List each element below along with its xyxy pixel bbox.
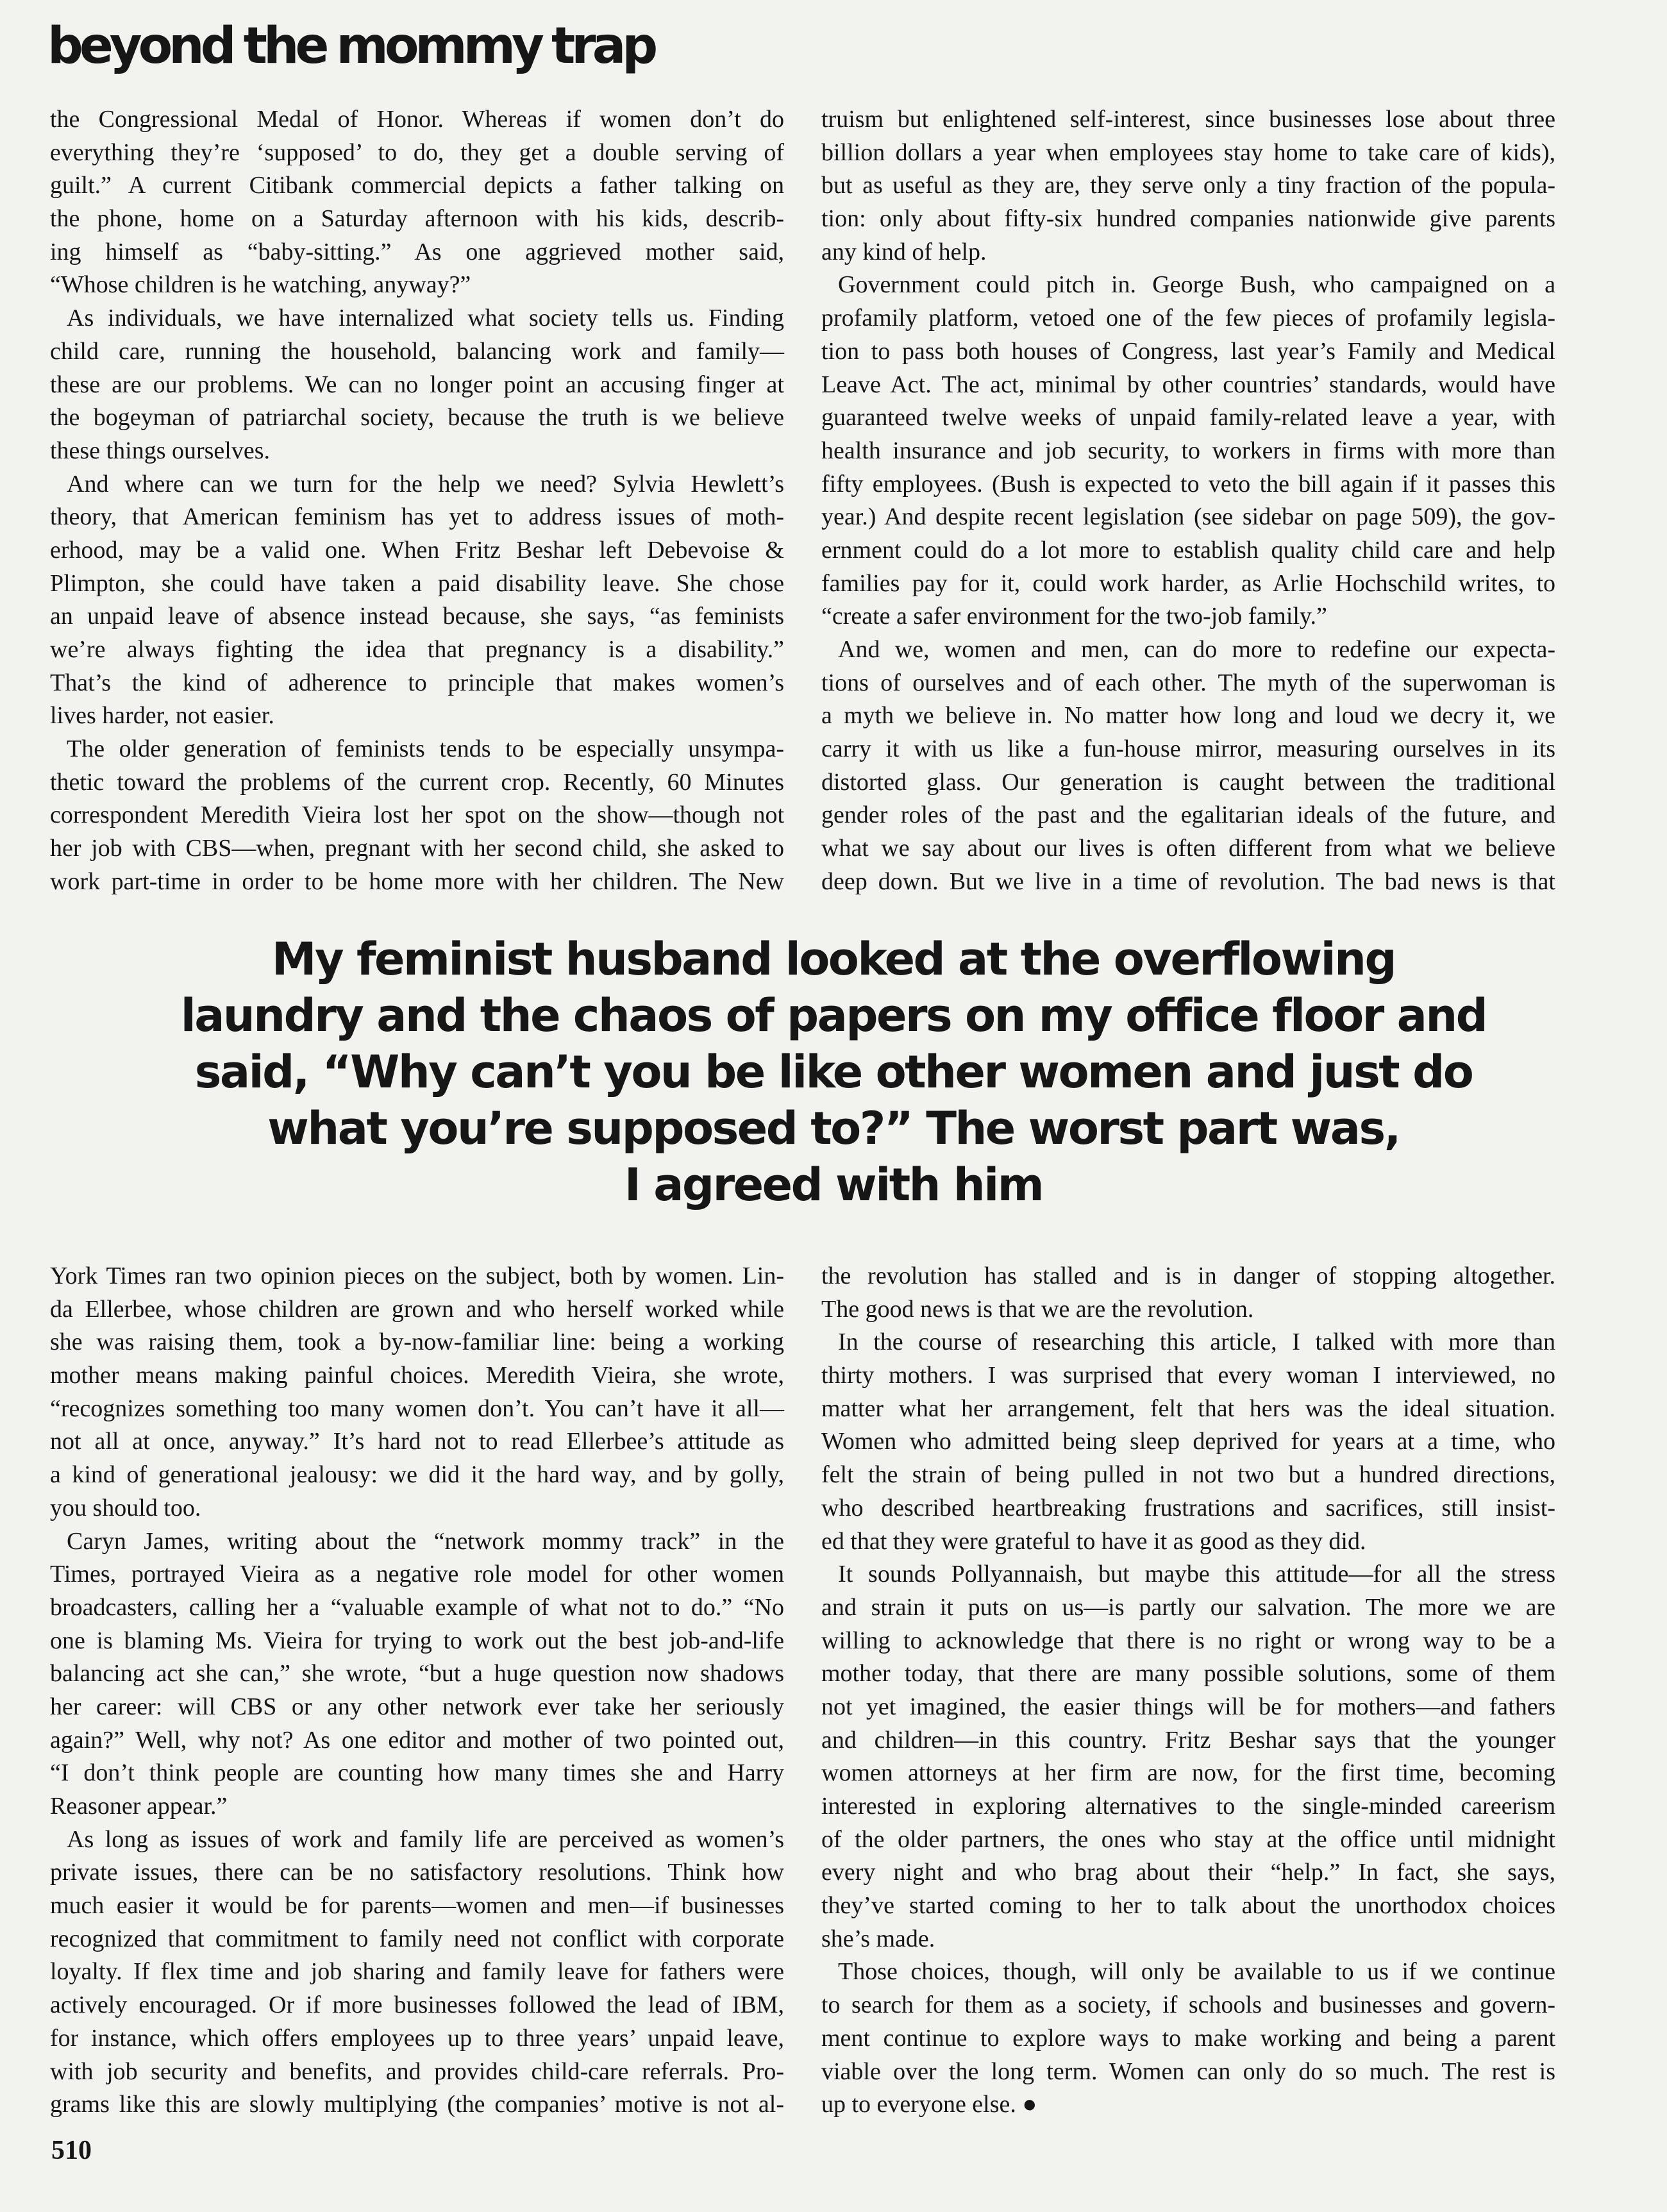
text-line <box>821 1393 1555 1426</box>
text-line-content: Leave Act. The act, minimal by other countries’ standards, would have <box>821 371 1555 398</box>
text-line <box>821 799 1555 832</box>
text-line-content: balancing act she can,” she wrote, “but a huge question now shadows <box>50 1660 784 1688</box>
text-line <box>50 1425 784 1459</box>
text-line-content: deep down. But we live in a time of revolution. The bad news is that <box>821 867 1555 895</box>
text-line <box>50 335 784 369</box>
paragraph <box>50 733 784 898</box>
text-line <box>821 733 1555 766</box>
text-line <box>50 832 784 866</box>
text-line <box>50 1856 784 1889</box>
text-line <box>50 1492 784 1525</box>
text-line-content: thirty mothers. I was surprised that every woman I interviewed, no <box>821 1362 1555 1389</box>
text-line-content: the revolution has stalled and is in danger of stopping altogether. <box>821 1262 1555 1289</box>
text-line <box>50 103 784 137</box>
text-line <box>821 1856 1555 1889</box>
text-line <box>50 667 784 700</box>
text-line <box>50 1757 784 1790</box>
text-line-content: guaranteed twelve weeks of unpaid family-related leave a year, with <box>821 404 1555 432</box>
column-bottom-left <box>50 1260 784 2122</box>
paragraph <box>821 103 1555 269</box>
text-line <box>50 468 784 501</box>
paragraph <box>821 1956 1555 2121</box>
text-line-content: health insurance and job security, to workers in firms with more than <box>821 437 1555 464</box>
text-line-content: viable over the long term. Women can only do so much. The rest is <box>821 2057 1555 2085</box>
text-line <box>821 501 1555 534</box>
text-line <box>50 1625 784 1658</box>
text-line-content: her career: will CBS or any other network ever take her seriously <box>50 1693 784 1720</box>
text-line-content: ment continue to explore ways to make working and being a parent <box>821 2024 1555 2052</box>
text-line <box>50 236 784 269</box>
text-line-content: an unpaid leave of absence instead because, she says, “as feminists <box>50 603 784 630</box>
text-line-content: York Times ran two opinion pieces on the subject, both by women. Lin- <box>50 1262 784 1289</box>
text-line-content: who described heartbreaking frustrations and sacrifices, still insist- <box>821 1494 1555 1521</box>
text-line <box>50 1823 784 1857</box>
text-line <box>50 401 784 435</box>
text-line <box>50 567 784 601</box>
text-line <box>821 401 1555 435</box>
text-line <box>821 103 1555 137</box>
text-line-content: these things ourselves. <box>50 437 271 464</box>
pull-quote-line: what you’re supposed to?” The worst part was, <box>267 1102 1400 1155</box>
text-line <box>821 766 1555 800</box>
paragraph <box>821 1558 1555 1956</box>
text-line <box>50 866 784 899</box>
text-line <box>50 600 784 633</box>
text-line-content: she was raising them, took a by-now-familiar line: being a working <box>50 1328 784 1356</box>
paragraph <box>821 633 1555 899</box>
text-line-content: child care, running the household, balancing work and family— <box>50 337 784 365</box>
text-line-content: again?” Well, why not? As one editor and mother of two pointed out, <box>50 1726 784 1754</box>
text-line <box>821 534 1555 567</box>
text-line <box>50 766 784 800</box>
text-line <box>821 667 1555 700</box>
text-line <box>50 269 784 302</box>
text-line-content: matter what her arrangement, felt that hers was the ideal situation. <box>821 1395 1555 1422</box>
text-line <box>821 302 1555 335</box>
paragraph <box>50 1260 784 1525</box>
text-line-content: grams like this are slowly multiplying (the companies’ motive is not al- <box>50 2091 784 2118</box>
text-line-content: the Congressional Medal of Honor. Whereas if women don’t do <box>50 106 784 133</box>
text-line-content: billion dollars a year when employees stay home to take care of kids), <box>821 138 1555 166</box>
text-line-content: Women who admitted being sleep deprived for years at a time, who <box>821 1428 1555 1455</box>
text-line <box>50 369 784 402</box>
text-line-content: “I don’t think people are counting how many times she and Harry <box>50 1759 784 1787</box>
text-line-content: families pay for it, could work harder, as Arlie Hochschild writes, to <box>821 569 1555 597</box>
text-line <box>50 1326 784 1359</box>
text-line <box>821 832 1555 866</box>
text-line-content: ing himself as “baby-sitting.” As one aggrieved mother said, <box>50 238 784 265</box>
text-line <box>50 2088 784 2122</box>
text-line-content: willing to acknowledge that there is no right or wrong way to be a <box>821 1627 1555 1654</box>
text-line <box>50 501 784 534</box>
text-line <box>821 2088 1555 2122</box>
text-line <box>50 2056 784 2089</box>
text-line-content: she’s made. <box>821 1925 935 1952</box>
text-line <box>821 866 1555 899</box>
text-line-content: gender roles of the past and the egalitarian ideals of the future, and <box>821 801 1555 829</box>
text-line <box>50 1989 784 2022</box>
text-line-content: the bogeyman of patriarchal society, because the truth is we believe <box>50 404 784 432</box>
text-line <box>50 2022 784 2056</box>
pull-quote-line: said, “Why can’t you be like other women and just do <box>194 1046 1473 1098</box>
text-line-content: Reasoner appear.” <box>50 1793 228 1820</box>
text-line <box>50 302 784 335</box>
text-line-content: Plimpton, she could have taken a paid disability leave. She chose <box>50 569 784 597</box>
text-line <box>821 369 1555 402</box>
text-line <box>821 1260 1555 1293</box>
paragraph <box>50 1823 784 2122</box>
text-line-content: ed that they were grateful to have it as good as they did. <box>821 1527 1366 1555</box>
text-line-content: mother today, that there are many possible solutions, some of them <box>821 1660 1555 1688</box>
text-line-content: tions of ourselves and of each other. The myth of the superwoman is <box>821 669 1555 696</box>
text-line <box>50 1790 784 1823</box>
column-top-left <box>50 103 784 899</box>
text-line <box>821 1889 1555 1923</box>
pull-quote-line: laundry and the chaos of papers on my office floor and <box>180 989 1487 1042</box>
text-line-content: carry it with us like a fun-house mirror, measuring ourselves in its <box>821 735 1555 763</box>
text-line <box>50 799 784 832</box>
text-line <box>50 1393 784 1426</box>
text-line <box>50 1558 784 1591</box>
text-line <box>821 1591 1555 1625</box>
text-line <box>821 1724 1555 1757</box>
text-line-content: but as useful as they are, they serve only a tiny fraction of the popula- <box>821 172 1555 199</box>
text-line-content: As long as issues of work and family life are perceived as women’s <box>67 1825 784 1853</box>
text-line-content: up to everyone else. ● <box>821 2091 1037 2118</box>
text-line-content: much easier it would be for parents—women and men—if businesses <box>50 1892 784 1920</box>
text-line <box>821 633 1555 667</box>
paragraph <box>821 269 1555 633</box>
text-line-content: you should too. <box>50 1494 201 1521</box>
text-line <box>821 169 1555 203</box>
text-line-content: distorted glass. Our generation is caught between the traditional <box>821 768 1555 796</box>
text-line <box>821 1691 1555 1724</box>
text-line-content: guilt.” A current Citibank commercial depicts a father talking on <box>50 172 784 199</box>
text-line <box>821 1359 1555 1393</box>
text-line <box>50 1956 784 1989</box>
text-line-content: “Whose children is he watching, anyway?” <box>50 271 471 299</box>
text-line <box>821 1823 1555 1857</box>
text-line-content: not all at once, anyway.” It’s hard not to read Ellerbee’s attitude as <box>50 1428 784 1455</box>
text-line <box>50 1657 784 1691</box>
text-line <box>821 1956 1555 1989</box>
text-line <box>821 1989 1555 2022</box>
text-line <box>50 700 784 733</box>
text-line-content: And where can we turn for the help we need? Sylvia Hewlett’s <box>67 470 784 498</box>
text-line-content: a myth we believe in. No matter how long and loud we decry it, we <box>821 702 1555 730</box>
text-line-content: not yet imagined, the easier things will be for mothers—and fathers <box>821 1693 1555 1720</box>
text-line <box>50 1293 784 1327</box>
text-line <box>821 1459 1555 1492</box>
text-line <box>50 1260 784 1293</box>
text-line <box>50 1923 784 1956</box>
article-running-title: beyond the mommy trap <box>47 17 655 75</box>
text-line <box>50 435 784 468</box>
text-line-content: any kind of help. <box>821 238 987 265</box>
text-line <box>821 435 1555 468</box>
page-number: 510 <box>51 2136 92 2165</box>
text-line-content: what we say about our lives is often different from what we believe <box>821 835 1555 862</box>
text-line-content: actively encouraged. Or if more businesses followed the lead of IBM, <box>50 1991 784 2019</box>
text-line-content: da Ellerbee, whose children are grown and who herself worked while <box>50 1295 784 1323</box>
text-line-content: work part-time in order to be home more with her children. The New <box>50 867 784 895</box>
text-line-content: loyalty. If flex time and job sharing and family leave for fathers were <box>50 1958 784 1986</box>
pull-quote <box>0 931 1667 1213</box>
text-line <box>821 700 1555 733</box>
text-line-content: In the course of researching this article, I talked with more than <box>838 1328 1555 1356</box>
text-line-content: every night and who brag about their “help.” In fact, she says, <box>821 1859 1555 1886</box>
column-bottom-right <box>821 1260 1555 2122</box>
text-line-content: tion: only about fifty-six hundred companies nationwide give parents <box>821 205 1555 233</box>
text-line <box>821 1757 1555 1790</box>
text-line-content: The good news is that we are the revolution. <box>821 1295 1254 1323</box>
text-line <box>50 633 784 667</box>
text-line-content: women attorneys at her firm are now, for the first time, becoming <box>821 1759 1555 1787</box>
text-line-content: these are our problems. We can no longer point an accusing finger at <box>50 371 784 398</box>
text-line <box>821 269 1555 302</box>
text-line-content: That’s the kind of adherence to principle that makes women’s <box>50 669 784 696</box>
text-line-content: truism but enlightened self-interest, since businesses lose about three <box>821 106 1555 133</box>
text-line <box>821 600 1555 633</box>
text-line <box>821 468 1555 501</box>
text-line <box>821 236 1555 269</box>
text-line <box>50 1359 784 1393</box>
text-line <box>50 733 784 766</box>
text-line-content: correspondent Meredith Vieira lost her spot on the show—though not <box>50 801 784 829</box>
text-line-content: The older generation of feminists tends to be especially unsympa- <box>67 735 784 763</box>
text-line <box>821 567 1555 601</box>
text-line <box>821 1558 1555 1591</box>
text-line-content: erhood, may be a valid one. When Fritz Beshar left Debevoise & <box>50 536 784 564</box>
text-line <box>821 1923 1555 1956</box>
text-line-content: tion to pass both houses of Congress, last year’s Family and Medical <box>821 337 1555 365</box>
text-line-content: with job security and benefits, and provides child-care referrals. Pro- <box>50 2057 784 2085</box>
text-line <box>50 1889 784 1923</box>
text-line-content: felt the strain of being pulled in not two but a hundred directions, <box>821 1461 1555 1489</box>
text-line <box>821 2022 1555 2056</box>
text-line <box>50 1691 784 1724</box>
text-line <box>50 169 784 203</box>
text-line <box>50 203 784 236</box>
text-line-content: Government could pitch in. George Bush, who campaigned on a <box>838 271 1555 299</box>
text-line-content: the phone, home on a Saturday afternoon with his kids, describ- <box>50 205 784 233</box>
text-line-content: a kind of generational jealousy: we did it the hard way, and by golly, <box>50 1461 784 1489</box>
text-line-content: to search for them as a society, if schools and businesses and govern- <box>821 1991 1555 2019</box>
paragraph <box>50 468 784 733</box>
text-line-content: profamily platform, vetoed one of the few pieces of profamily legisla- <box>821 305 1555 332</box>
text-line <box>821 1425 1555 1459</box>
text-line-content: they’ve started coming to her to talk about the unorthodox choices <box>821 1892 1555 1920</box>
text-line-content: year.) And despite recent legislation (see sidebar on page 509), the gov- <box>821 503 1555 531</box>
text-line-content: private issues, there can be no satisfactory resolutions. Think how <box>50 1859 784 1886</box>
text-line-content: interested in exploring alternatives to the single-minded careerism <box>821 1793 1555 1820</box>
text-line-content: of the older partners, the ones who stay at the office until midnight <box>821 1825 1555 1853</box>
text-line-content: and strain it puts on us—is partly our salvation. The more we are <box>821 1593 1555 1621</box>
text-line-content: “recognizes something too many women don’t. You can’t have it all— <box>50 1395 784 1422</box>
text-line <box>50 1591 784 1625</box>
text-line-content: broadcasters, calling her a “valuable example of what not to do.” “No <box>50 1593 784 1621</box>
paragraph <box>50 103 784 302</box>
text-line <box>821 1657 1555 1691</box>
text-line <box>50 534 784 567</box>
text-line-content: As individuals, we have internalized what society tells us. Finding <box>67 305 784 332</box>
text-line <box>821 2056 1555 2089</box>
paragraph <box>50 1525 784 1823</box>
text-line-content: Times, portrayed Vieira as a negative role model for other women <box>50 1561 784 1588</box>
text-line-content: fifty employees. (Bush is expected to veto the bill again if it passes this <box>821 470 1555 498</box>
text-line <box>50 1724 784 1757</box>
text-line <box>821 1790 1555 1823</box>
text-line <box>821 335 1555 369</box>
paragraph <box>821 1326 1555 1558</box>
paragraph <box>821 1260 1555 1326</box>
text-line <box>50 1525 784 1559</box>
text-line-content: mother means making painful choices. Meredith Vieira, she wrote, <box>50 1362 784 1389</box>
paragraph <box>50 302 784 467</box>
text-line-content: her job with CBS—when, pregnant with her second child, she asked to <box>50 835 784 862</box>
text-line <box>821 137 1555 170</box>
text-line-content: everything they’re ‘supposed’ to do, they get a double serving of <box>50 138 784 166</box>
text-line <box>821 1492 1555 1525</box>
text-line <box>821 1293 1555 1327</box>
text-line-content: recognized that commitment to family need not conflict with corporate <box>50 1925 784 1952</box>
pull-quote-line: I agreed with him <box>624 1159 1043 1211</box>
text-line-content: and children—in this country. Fritz Beshar says that the younger <box>821 1726 1555 1754</box>
text-line-content: we’re always fighting the idea that pregnancy is a disability.” <box>50 636 784 663</box>
text-line-content: Those choices, though, will only be available to us if we continue <box>838 1958 1555 1986</box>
text-line-content: ernment could do a lot more to establish quality child care and help <box>821 536 1555 564</box>
column-top-right <box>821 103 1555 899</box>
text-line-content: And we, women and men, can do more to redefine our expecta- <box>838 636 1555 663</box>
text-line <box>821 1326 1555 1359</box>
text-line-content: “create a safer environment for the two-job family.” <box>821 603 1327 630</box>
pull-quote-line: My feminist husband looked at the overflowing <box>271 933 1396 985</box>
text-line <box>821 1525 1555 1559</box>
text-line-content: thetic toward the problems of the current crop. Recently, 60 Minutes <box>50 768 784 796</box>
text-line <box>821 1625 1555 1658</box>
text-line-content: It sounds Pollyannaish, but maybe this attitude—for all the stress <box>838 1561 1555 1588</box>
text-line-content: Caryn James, writing about the “network mommy track” in the <box>67 1527 784 1555</box>
text-line <box>821 203 1555 236</box>
text-line-content: theory, that American feminism has yet to address issues of moth- <box>50 503 784 531</box>
text-line <box>50 1459 784 1492</box>
text-line <box>50 137 784 170</box>
text-line-content: one is blaming Ms. Vieira for trying to work out the best job-and-life <box>50 1627 784 1654</box>
text-line-content: for instance, which offers employees up to three years’ unpaid leave, <box>50 2024 784 2052</box>
text-line-content: lives harder, not easier. <box>50 702 274 730</box>
